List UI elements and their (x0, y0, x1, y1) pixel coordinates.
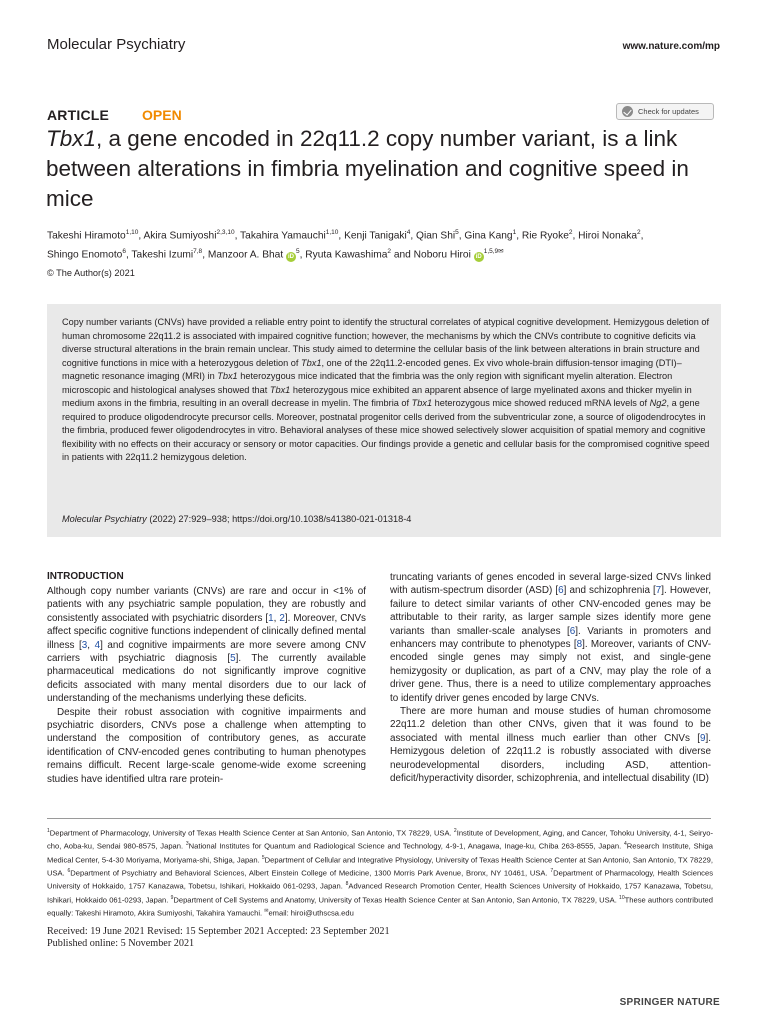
received-dates: Received: 19 June 2021 Revised: 15 September 2021 Accepted: 23 September 2021 (47, 926, 390, 937)
article-title (46, 124, 726, 214)
check-updates-icon (622, 106, 633, 117)
open-access-label: OPEN (142, 107, 182, 123)
journal-name: Molecular Psychiatry (47, 36, 186, 53)
title-gene: Tbx1 (46, 126, 97, 151)
author-list (47, 225, 727, 263)
article-type-label: ARTICLE (47, 107, 110, 123)
abstract-box (47, 304, 721, 537)
check-updates-label: Check for updates (638, 107, 699, 116)
publisher-logo: SPRINGER NATURE (619, 997, 720, 1008)
affiliations: $^1$Department of Pharmacology, University of Texas Health Science Center at San Antonio, San Antonio, TX 78229, USA. $^2$Institute of Development, Aging, and Cancer, Tohoku University, 4-1, Seiryo-cho, Aoba-ku, Sendai 980-8575, Japan. $^3$National Institutes for Quantum and Radiological Science and Technology, 4-9-1, Anagawa, Inage-ku, Chiba 263-8555, Japan. $^4$Research Institute, Shiga Medical Center, 5-4-30 Moriyama, Moriyama-shi, Shiga, Japan. $^5$Department of Cellular and Integrative Physiology, University of Texas Health Science Center at San Antonio, San Antonio, TX 78229, USA. $^6$Department of Psychiatry and Behavioral Sciences, Albert Einstein College of Medicine, 1300 Morris Park Avenue, Bronx, NY 10461, USA. $^7$Department of Pharmacology, Health Sciences University of Hokkaido, 1757 Kanazawa, Tobetsu, Ishikari, Hokkaido 061-0293, Japan. $^8$Advanced Research Promotion Center, Health Sciences University of Hokkaido, 1757 Kanazawa, Tobetsu, Ishikari, Hokkaido 061-0293, Japan. $^9$Department of Cell Systems and Anatomy, University of Texas Health Science Center at San Antonio, San Antonio, TX 78229, USA. $^{10}$These authors contributed equally: Takeshi Hiramoto, Akira Sumiyoshi, Takahira Yamauchi. ✉email: hiroi@uthscsa.edu (47, 828, 713, 918)
published-date: Published online: 5 November 2021 (47, 938, 195, 949)
citation-doi[interactable]: Molecular Psychiatry (2022) 27:929–938; https://doi.org/10.1038/s41380-021-01318-4 (62, 514, 412, 524)
copyright-notice: © The Author(s) 2021 (47, 268, 135, 278)
journal-url[interactable]: www.nature.com/mp (622, 41, 720, 52)
abstract-text: Copy number variants (CNVs) have provided a reliable entry point to identify the structural correlates of atypical cognitive development. Hemizygous deletion of human chromosome 22q11.2 is associated with impaired cognitive function; however, the mechanisms by which the CNVs contribute to cognitive deficits via diverse structural alterations in the brain remain unclear. This study aimed to determine the cellular basis of the link between alterations in brain structure and cognitive functions in mice with a heterozygous deletion of Tbx1, one of the 22q11.2-encoded genes. Ex vivo whole-brain diffusion-tensor imaging (DTI)–magnetic resonance imaging (MRI) in Tbx1 heterozygous mice indicated that the fimbria was the only region with significant myelin alteration. Electron microscopic and histological analyses showed that Tbx1 heterozygous mice exhibited an apparent absence of large myelinated axons and thicker myelin in medium axons in the fimbria, resulting in an overall decrease in myelin. The fimbria of Tbx1 heterozygous mice showed reduced mRNA levels of Ng2, a gene required to produce oligodendrocyte precursor cells. Moreover, postnatal progenitor cells derived from the subventricular zone, a source of oligodendrocytes in the fimbria, produced fewer oligodendrocytes in vitro. Behavioral analyses of these mice showed selectively slower acquisition of spatial memory and cognitive flexibility with no effects on their accuracy or sensory or motor capacities. Our findings provide a genetic and cellular basis for the compromised cognitive speed in patients with 22q11.2 hemizygous deletion. (62, 317, 710, 462)
author-line-1: Takeshi Hiramoto$^{1,10}$, Akira Sumiyoshi$^{2,3,10}$, Takahira Yamauchi$^{1,10}$, Kenji Tanigaki$^4$, Qian Shi$^5$, Gina Kang$^1$, Rie Ryoke$^2$, Hiroi Nonaka$^2$, (47, 229, 644, 242)
publication-dates (47, 926, 390, 950)
section-heading-introduction: INTRODUCTION (47, 571, 124, 582)
body-column-right: truncating variants of genes encoded in several large-sized CNVs linked with autism-spectrum disorder (ASD) [6] and schizophrenia [7]. However, failure to detect similar variants of other CNV-encoded genes may be attributable to their rarity, as larger sample sizes identify more gene variants than smaller-scale analyses [6]. Variants in promoters and enhancers may contribute to phenotypes [8]. Moreover, variants of CNV-encoded single genes may simply not exist, and single-gene hemizygosity or duplication, as part of a CNV, may play the role of a driver gene. Thus, there is a need to utilize complementary approaches to identify driver genes encoded by large CNVs. There are more human and mouse studies of human chromosome 22q11.2 deletion than other CNVs, given that it was found to be associated with mental illness much earlier than other CNVs [9]. Hemizygous deletion of 22q11.2 is robustly associated with diverse neurodevelopmental disorders, including ASD, attention-deficit/hyperactivity disorder, schizophrenia, and intellectual disability (ID) (390, 572, 711, 785)
check-for-updates-button[interactable] (616, 103, 714, 120)
title-rest: , a gene encoded in 22q11.2 copy number variant, is a link between alterations in fimbria myelination and cognitive speed in mice (46, 126, 689, 211)
author-line-2: Shingo Enomoto$^6$, Takeshi Izumi$^{7,8}$, Manzoor A. Bhat $iD^5$, Ryuta Kawashima$^2$ and Noboru Hiroi $iD^{1,5,9✉}$ (47, 247, 504, 261)
body-column-left: Although copy number variants (CNVs) are rare and occur in <1% of patients with any psychiatric sample population, they are robustly and consistently associated with psychiatric disorders [1, 2]. Moreover, CNVs affect specific cognitive functions independent of clinically defined mental illness [3, 4] and cognitive impairments are more severe among CNV carriers with psychiatric diagnosis [5]. The currently available pharmaceutical medications do not significantly improve cognitive deficits associated with many mental disorders due to our lack of understanding of the mechanisms underlying these deficits. Despite their robust association with cognitive impairments and psychiatric disorders, CNVs pose a challenge when attempting to understand the composition of contributory genes, as accurate identification of CNV-encoded genes contributing to human phenotypes remains difficult. Recent large-scale genome-wide exome screening studies have identified ultra rare protein- (47, 586, 366, 785)
footnote-divider (47, 818, 711, 819)
